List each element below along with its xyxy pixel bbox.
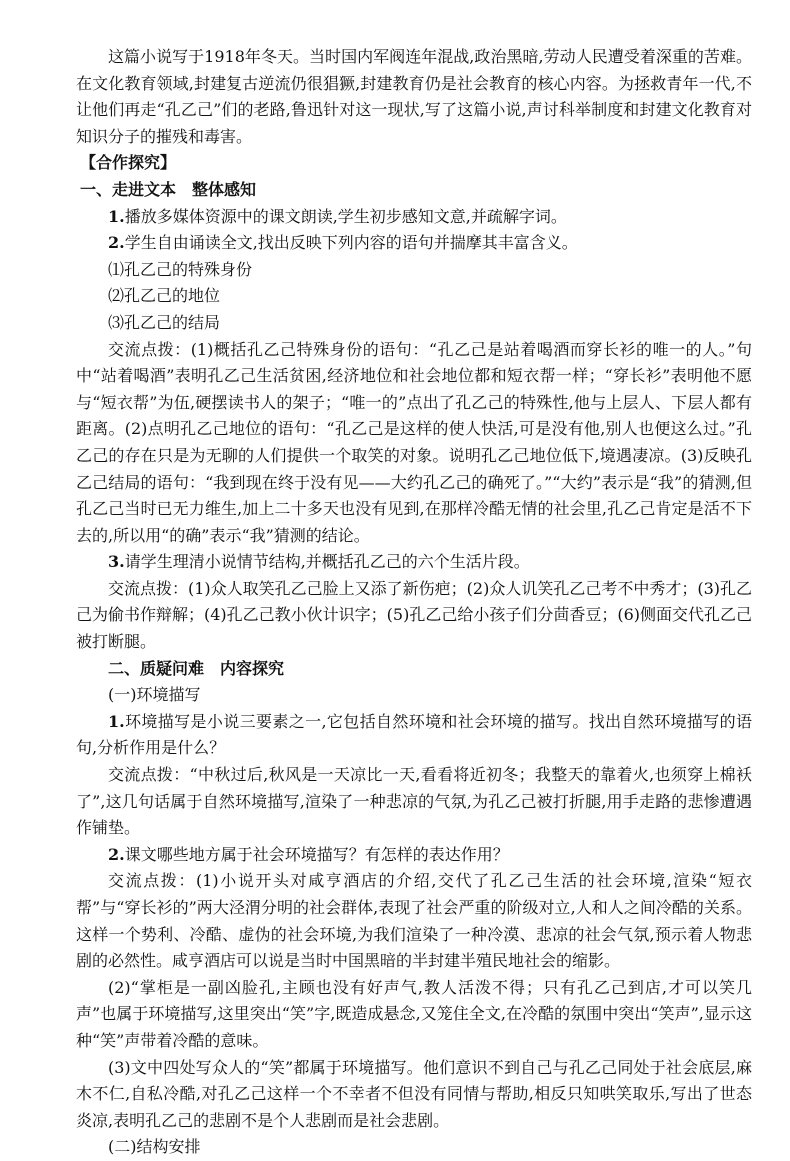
e2-text: 课文哪些地方属于社会环境描写？有怎样的表达作用？ (124, 844, 509, 864)
subsection1-heading: (一)环境描写 (108, 685, 201, 705)
env-answer-2-part2: (2)“掌柜是一副凶脸孔,主顾也没有好声气,教人活泼不得；只有孔乙己到店,才可以笑几声”也属于环境描写,这里突出“笑”字,既造成悬念,又笼住全文,在冷酷的氛围中突出“笑声”,显示这种“笑”声带着冷酷的意味。 (76, 977, 752, 1050)
e2-number: 2. (108, 844, 125, 864)
answer-3: 交流点拨：(1)众人取笑孔乙己脸上又添了新伤疤；(2)众人讥笑孔乙己考不中秀才；(3)孔乙己为偷书作辩解；(4)孔乙己教小伙计识字；(5)孔乙己给小孩子们分茴香豆；(6)侧面交代孔乙己被打断腿。 (76, 578, 752, 652)
question-2 (76, 230, 752, 257)
section1-heading: 一、走进文本 整体感知 (80, 179, 257, 199)
env-question-1 (76, 709, 752, 762)
subsection2-heading: (二)结构安排 (108, 1137, 201, 1157)
e1-number: 1. (108, 711, 125, 731)
question-3 (76, 549, 752, 576)
q2-item-1: ⑴孔乙己的特殊身份 (108, 259, 253, 279)
env-answer-2-part3: (3)文中四处写众人的“笑”都属于环境描写。他们意识不到自己与孔乙己同处于社会底层,麻木不仁,自私冷酷,对孔乙己这样一个不幸者不但没有同情与帮助,相反只知哄笑取乐,写出了世态炎凉,表明孔乙己的悲剧不是个人悲剧而是社会悲剧。 (76, 1057, 752, 1130)
e1-text: 环境描写是小说三要素之一,它包括自然环境和社会环境的描写。找出自然环境描写的语句,分析作用是什么？ (76, 711, 752, 758)
q2-text: 学生自由诵读全文,找出反映下列内容的语句并揣摩其丰富含义。 (124, 233, 578, 253)
env-answer-2-part1: 交流点拨：(1)小说开头对咸亨酒店的介绍,交代了孔乙己生活的社会环境,渲染“短衣帮”与“穿长衫的”两大泾渭分明的社会群体,表现了社会严重的阶级对立,人和人之间冷酷的关系。这样一个势利、冷酷、虚伪的社会环境,为我们渲染了一种冷漠、悲凉的社会气氛,预示着人物悲剧的必然性。咸亨酒店可以说是当时中国黑暗的半封建半殖民地社会的缩影。 (76, 871, 752, 971)
intro-paragraph: 这篇小说写于1918年冬天。当时国内军阀连年混战,政治黑暗,劳动人民遭受着深重的苦难。在文化教育领域,封建复古逆流仍很猖獗,封建教育仍是社会教育的核心内容。为拯救青年一代,不让他们再走“孔乙己”们的老路,鲁迅针对这一现状,写了这篇小说,声讨科举制度和封建文化教育对知识分子的摧残和毒害。 (76, 47, 752, 146)
q1-text: 播放多媒体资源中的课文朗读,学生初步感知文意,并疏解字词。 (124, 206, 567, 226)
q3-text: 请学生理清小说情节结构,并概括孔乙己的六个生活片段。 (124, 552, 530, 572)
q2-number: 2. (108, 233, 125, 253)
coop-heading: 【合作探究】 (80, 153, 177, 173)
section2-heading: 二、质疑问难 内容探究 (108, 658, 285, 678)
q3-number: 3. (108, 552, 125, 572)
q2-item-3: ⑶孔乙己的结局 (108, 312, 221, 332)
q2-item-2: ⑵孔乙己的地位 (108, 286, 221, 306)
answer-2: 交流点拨：(1)概括孔乙己特殊身份的语句：“孔乙己是站着喝酒而穿长衫的唯一的人。”句中“站着喝酒”表明孔乙己生活贫困,经济地位和社会地位都和短衣帮一样；“穿长衫”表明他不愿与“短衣帮”为伍,硬摆读书人的架子；“唯一的”点出了孔乙己的特殊性,他与上层人、下层人都有距离。(2)点明孔乙己地位的语句：“孔乙己是这样的使人快活,可是没有他,别人也便这么过。”孔乙己的存在只是为无聊的人们提供一个取笑的对象。说明孔乙己地位低下,境遇凄凉。(3)反映孔乙己结局的语句：“我到现在终于没有见——大约孔乙己的确死了。”“大约”表示是“我”的猜测,但孔乙己当时已无力维生,加上二十多天也没有见到,在那样冷酷无情的社会里,孔乙己肯定是活不下去的,所以用“的确”表示“我”猜测的结论。 (76, 339, 752, 545)
question-1 (76, 204, 752, 231)
env-question-2 (76, 842, 752, 869)
q1-number: 1. (108, 206, 125, 226)
env-answer-1: 交流点拨：“中秋过后,秋风是一天凉比一天,看看将近初冬；我整天的靠着火,也须穿上棉袄了”,这几句话属于自然环境描写,渲染了一种悲凉的气氛,为孔乙己被打折腿,用手走路的悲惨遭遇作铺垫。 (76, 765, 752, 838)
